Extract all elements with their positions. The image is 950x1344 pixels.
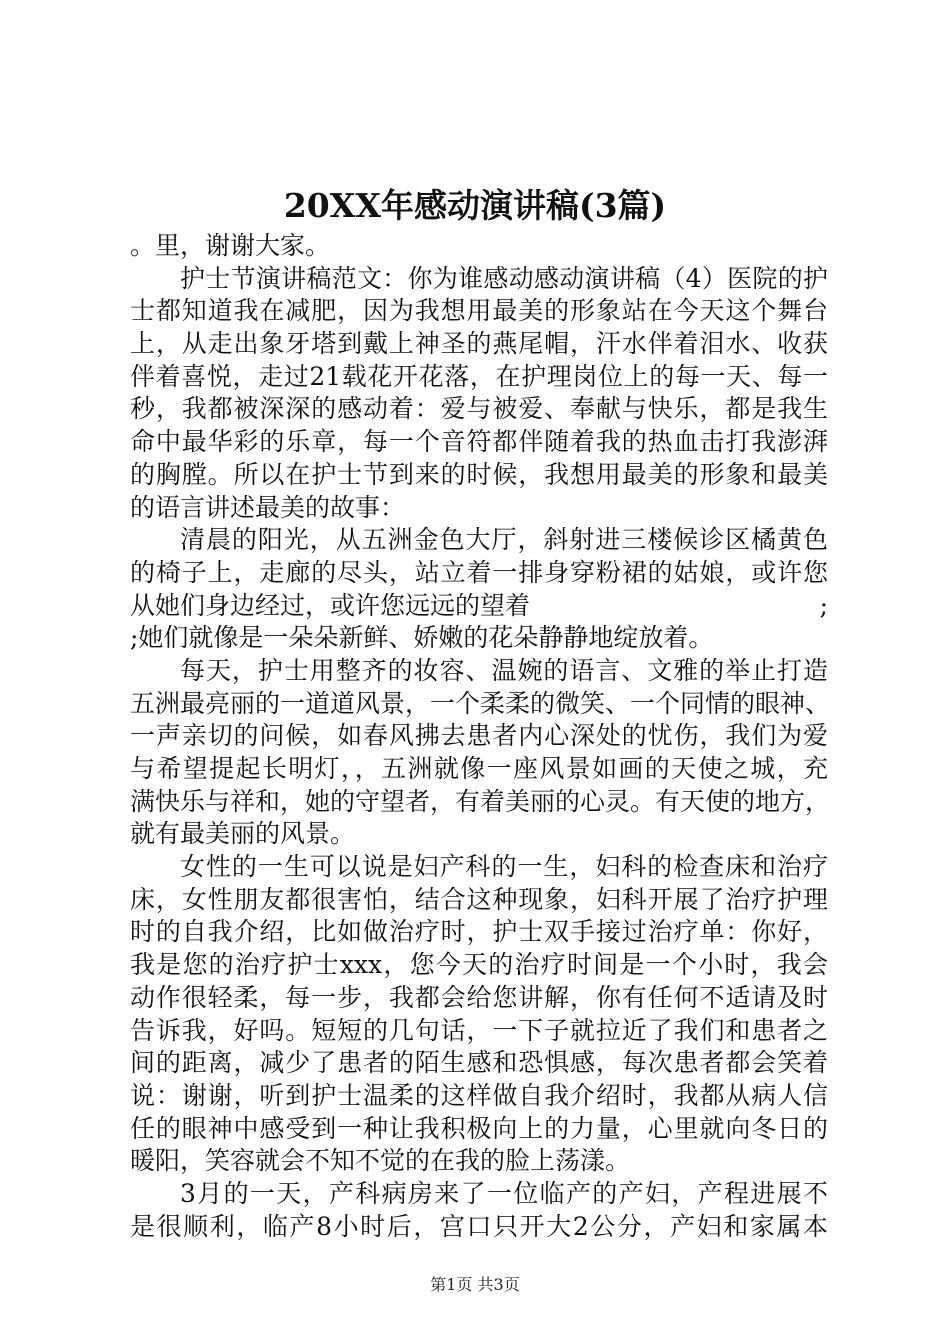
text-line: 3月的一天，产科病房来了一位临产的产妇，产程进展不	[180, 1178, 828, 1208]
text-line: 士都知道我在减肥，因为我想用最美的形象站在今天这个舞台	[130, 296, 828, 326]
text-line: 的语言讲述最美的故事：	[130, 492, 406, 522]
text-line: 我是您的治疗护士xxx，您今天的治疗时间是一个小时，我会	[130, 950, 828, 980]
document-title: 20XX年感动演讲稿(3篇)	[283, 186, 667, 225]
text-line: 女性的一生可以说是妇产科的一生，妇科的检查床和治疗	[180, 852, 828, 882]
text-line-tail: ;	[819, 590, 828, 620]
text-line: 的椅子上，走廊的尽头，站立着一排身穿粉裙的姑娘，或许您	[130, 557, 828, 587]
page-number: 第1页 共3页	[430, 1275, 520, 1294]
text-line-main: 从她们身边经过，或许您远远的望着	[130, 590, 531, 620]
text-line: 护士节演讲稿范文：你为谁感动感动演讲稿（4）医院的护	[180, 263, 828, 293]
text-line: ;她们就像是一朵朵新鲜、娇嫩的花朵静静地绽放着。	[130, 623, 714, 653]
text-line: 时的自我介绍，比如做治疗时，护士双手接过治疗单：你好，	[130, 917, 828, 947]
text-line: 五洲最亮丽的一道道风景，一个柔柔的微笑、一个同情的眼神、	[130, 688, 831, 718]
text-line: 一声亲切的问候，如春风拂去患者内心深处的忧伤，我们为爱	[130, 721, 828, 751]
text-line: 清晨的阳光，从五洲金色大厅，斜射进三楼候诊区橘黄色	[180, 525, 828, 555]
text-line: 与希望提起长明灯，，五洲就像一座风景如画的天使之城，充	[130, 754, 828, 783]
text-line: 伴着喜悦，走过21载花开花落，在护理岗位上的每一天、每一	[130, 361, 828, 391]
text-line: 。里，谢谢大家。	[130, 231, 331, 260]
text-line: 间的距离，减少了患者的陌生感和恐惧感，每次患者都会笑着	[130, 1048, 828, 1078]
text-line: 满快乐与祥和，她的守望者，有着美丽的心灵。有天使的地方，	[130, 786, 831, 816]
text-line: 上，从走出象牙塔到戴上神圣的燕尾帽，汗水伴着泪水、收获	[130, 329, 828, 359]
text-line	[130, 590, 828, 623]
text-line: 秒，我都被深深的感动着：爱与被爱、奉献与快乐，都是我生	[130, 394, 828, 424]
text-line: 床，女性朋友都很害怕，结合这种现象，妇科开展了治疗护理	[130, 884, 828, 914]
text-line: 是很顺利，临产8小时后，宫口只开大2公分，产妇和家属本	[130, 1211, 828, 1241]
document-body	[130, 230, 831, 1243]
text-line: 每天，护士用整齐的妆容、温婉的语言、文雅的举止打造	[180, 655, 828, 685]
text-line: 动作很轻柔，每一步，我都会给您讲解，你有任何不适请及时	[130, 982, 828, 1012]
text-line: 任的眼神中感受到一种让我积极向上的力量，心里就向冬日的	[130, 1113, 828, 1143]
text-line: 就有最美丽的风景。	[130, 819, 356, 849]
text-line: 告诉我，好吗。短短的几句话，一下子就拉近了我们和患者之	[130, 1015, 828, 1045]
text-line: 暖阳，笑容就会不知不觉的在我的脸上荡漾。	[130, 1146, 631, 1176]
text-line: 的胸膛。所以在护士节到来的时候，我想用最美的形象和最美	[130, 459, 828, 489]
text-line: 命中最华彩的乐章，每一个音符都伴随着我的热血击打我澎湃	[130, 427, 828, 457]
text-line: 说：谢谢，听到护士温柔的这样做自我介绍时，我都从病人信	[130, 1080, 828, 1110]
